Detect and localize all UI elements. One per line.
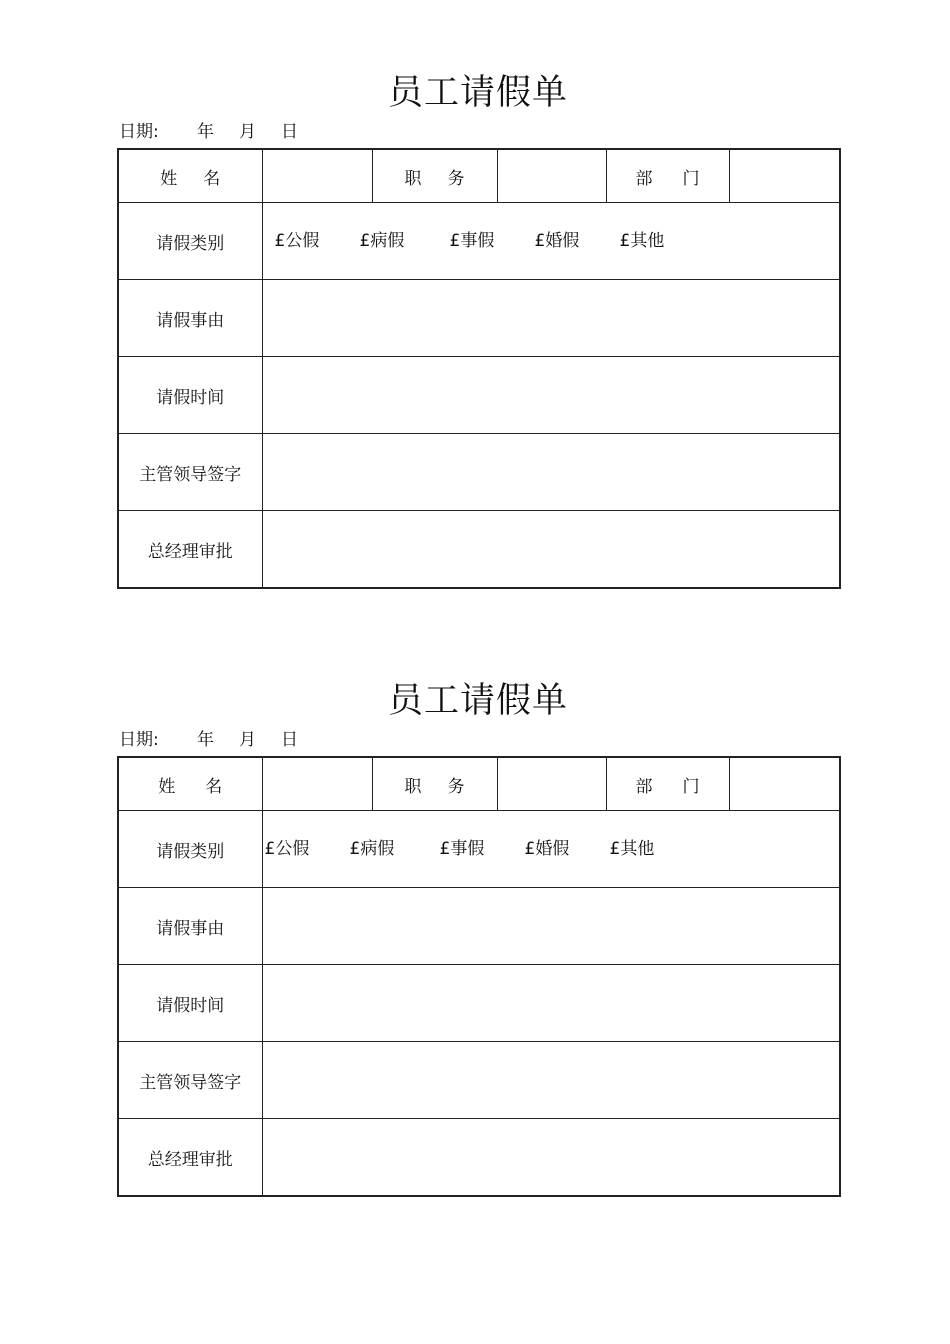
supervisor-label: 主管领导签字 [118, 1042, 262, 1119]
header-row [118, 149, 840, 203]
leave-type-options [262, 811, 840, 888]
gm-row [118, 511, 840, 589]
position-label: 职 务 [372, 757, 497, 811]
leave-table [117, 148, 841, 589]
time-label: 请假时间 [118, 357, 262, 434]
leave-option-marriage[interactable]: £婚假 [534, 231, 580, 251]
leave-table [117, 756, 841, 1197]
leave-option-public[interactable]: £公假 [264, 839, 310, 859]
leave-option-sick[interactable]: £病假 [359, 231, 405, 251]
position-label: 职 务 [372, 149, 497, 203]
leave-option-other[interactable]: £其他 [619, 231, 665, 251]
leave-option-sick[interactable]: £病假 [349, 839, 395, 859]
leave-type-label: 请假类别 [118, 203, 262, 280]
date-label: 日期: [119, 730, 159, 750]
reason-label: 请假事由 [118, 888, 262, 965]
leave-option-other[interactable]: £其他 [609, 839, 655, 859]
date-label: 日期: [119, 122, 159, 142]
position-field[interactable] [497, 149, 606, 203]
leave-form-1 [117, 70, 839, 589]
reason-field[interactable] [262, 888, 840, 965]
date-month: 月 [239, 122, 256, 142]
leave-option-personal[interactable]: £事假 [439, 839, 485, 859]
gm-approval-field[interactable] [262, 1119, 840, 1197]
supervisor-signature-field[interactable] [262, 1042, 840, 1119]
gm-label: 总经理审批 [118, 1119, 262, 1197]
reason-row [118, 888, 840, 965]
name-field[interactable] [262, 149, 372, 203]
supervisor-row [118, 434, 840, 511]
leave-option-public[interactable]: £公假 [274, 231, 320, 251]
time-row [118, 357, 840, 434]
leave-option-personal[interactable]: £事假 [449, 231, 495, 251]
time-row [118, 965, 840, 1042]
date-year: 年 [197, 730, 214, 750]
leave-type-label: 请假类别 [118, 811, 262, 888]
leave-option-marriage[interactable]: £婚假 [524, 839, 570, 859]
date-line [119, 116, 839, 148]
date-year: 年 [197, 122, 214, 142]
leave-type-row [118, 203, 840, 280]
department-label: 部 门 [606, 149, 729, 203]
time-field[interactable] [262, 357, 840, 434]
form-title: 员工请假单 [387, 681, 568, 721]
department-field[interactable] [729, 757, 840, 811]
header-row [118, 757, 840, 811]
name-field[interactable] [262, 757, 372, 811]
name-label: 姓 名 [118, 757, 262, 811]
time-label: 请假时间 [118, 965, 262, 1042]
supervisor-label: 主管领导签字 [118, 434, 262, 511]
gm-label: 总经理审批 [118, 511, 262, 589]
supervisor-row [118, 1042, 840, 1119]
form-title: 员工请假单 [387, 73, 568, 113]
date-day: 日 [281, 730, 298, 750]
department-field[interactable] [729, 149, 840, 203]
leave-type-options [262, 203, 840, 280]
name-label: 姓 名 [118, 149, 262, 203]
gm-row [118, 1119, 840, 1197]
date-day: 日 [281, 122, 298, 142]
reason-row [118, 280, 840, 357]
date-month: 月 [239, 730, 256, 750]
reason-field[interactable] [262, 280, 840, 357]
reason-label: 请假事由 [118, 280, 262, 357]
gm-approval-field[interactable] [262, 511, 840, 589]
department-label: 部 门 [606, 757, 729, 811]
position-field[interactable] [497, 757, 606, 811]
supervisor-signature-field[interactable] [262, 434, 840, 511]
leave-type-row [118, 811, 840, 888]
time-field[interactable] [262, 965, 840, 1042]
leave-form-2 [117, 678, 839, 1197]
date-line [119, 724, 839, 756]
